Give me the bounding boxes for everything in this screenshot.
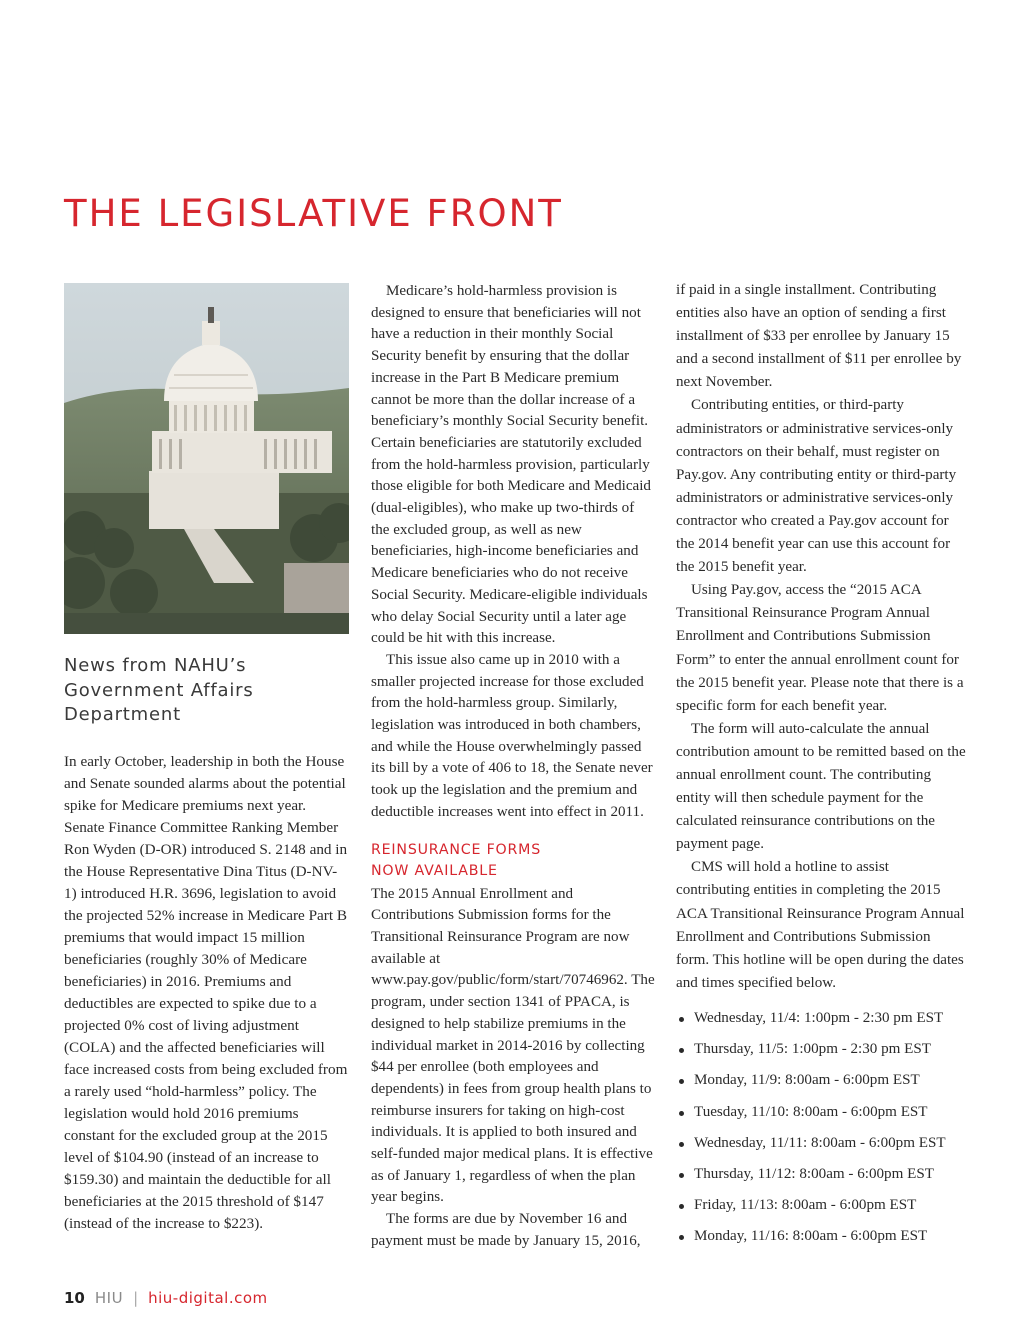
list-item: Thursday, 11/5: 1:00pm - 2:30 pm EST — [676, 1034, 966, 1065]
publication-name: HIU — [94, 1289, 124, 1307]
page-footer — [64, 1289, 268, 1307]
sidebar-heading: News from NAHU’s Government Affairs Department — [64, 655, 254, 725]
auto-calculate-paragraph: The form will auto-calculate the annual contribution amount to be remitted based on the annual enrollment count. The contributing entity will then schedule payment for the calculated reinsurance contributions on the payment page. — [676, 720, 966, 853]
pay-gov-paragraph: Using Pay.gov, access the “2015 ACA Transitional Reinsurance Program Annual Enrollment and Contributions Submission Form” to enter the annual enrollment count for the 2015 benefit year. Please note that there is a specific form for each benefit year. — [676, 582, 964, 714]
right-column — [676, 279, 966, 1253]
list-item: Friday, 11/13: 8:00am - 6:00pm EST — [676, 1190, 966, 1221]
register-paragraph: Contributing entities, or third-party administrators or administrative services-only contractors on their behalf, must register on Pay.gov. Any contributing entity or third-party administrators or administrative services-only contractor who created a Pay.gov account for the 2014 benefit year can use this account for the 2015 benefit year. — [676, 397, 957, 576]
issue-2010-paragraph: This issue also came up in 2010 with a smaller projected increase for those excluded from the hold-harmless group. Similarly, legislation was introduced in both chambers, and while the House overwhelmingly passed its bill by a vote of 406 to 18, the Senate never took up the legislation and the premium and deductible increases went into effect in 2011. — [371, 651, 653, 820]
due-date-paragraph: The forms are due by November 16 and payment must be made by January 15, 2016, — [371, 1211, 641, 1249]
capitol-photo — [64, 283, 349, 634]
list-item: Monday, 11/9: 8:00am - 6:00pm EST — [676, 1065, 966, 1096]
page-number: 10 — [64, 1289, 85, 1307]
list-item: Wednesday, 11/11: 8:00am - 6:00pm EST — [676, 1128, 966, 1159]
page-title: THE LEGISLATIVE FRONT — [64, 192, 563, 235]
list-item: Tuesday, 11/10: 8:00am - 6:00pm EST — [676, 1097, 966, 1128]
hotline-schedule-list — [676, 1003, 966, 1253]
footer-separator: | — [133, 1289, 139, 1307]
installment-paragraph: if paid in a single installment. Contributing entities also have an option of sending a first installment of $33 per enrollee by January 15 and a second installment of $11 per enrollee by next November. — [676, 282, 962, 391]
sidebar-body: In early October, leadership in both the House and Senate sounded alarms about the potential spike for Medicare premiums next year. Senate Finance Committee Ranking Member Ron Wyden (D-OR) introduced S. 2148 and in the House Representative Dina Titus (D-NV-1) introduced H.R. 3696, legislation to avoid the projected 52% increase in Medicare Part B premiums that would impact 15 million beneficiaries (roughly 30% of Medicare beneficiaries) in 2016. Premiums and deductibles are expected to spike due to a projected 0% cost of living adjustment (COLA) and the affected beneficiaries will face increased costs from being excluded from a rarely used “hold-harmless” policy. The legislation would hold 2016 premiums constant for the excluded group at the 2015 level of $104.90 (instead of an increase to $159.30) and maintain the deductible for all beneficiaries at the 2015 threshold of $147 (instead of the increase to $223). — [64, 752, 348, 1232]
website-link[interactable]: hiu-digital.com — [148, 1289, 268, 1307]
reinsurance-section-heading — [371, 840, 656, 882]
list-item: Monday, 11/16: 8:00am - 6:00pm EST — [676, 1221, 966, 1252]
list-item: Thursday, 11/12: 8:00am - 6:00pm EST — [676, 1159, 966, 1190]
section-heading-line-1: REINSURANCE FORMS — [371, 841, 542, 858]
middle-column — [371, 281, 656, 1253]
capitol-illustration — [64, 283, 349, 634]
list-item: Wednesday, 11/4: 1:00pm - 2:30 pm EST — [676, 1003, 966, 1034]
sidebar-column — [64, 283, 349, 1235]
reinsurance-forms-paragraph: The 2015 Annual Enrollment and Contributions Submission forms for the Transitional Reinsurance Program are now available at www.pay.gov/public/form/start/70746962. The program, under section 1341 of PPACA, is designed to help stabilize premiums in the individual market in 2014-2016 by collecting $44 per enrollee (both employees and dependents) in fees from group health plans to reimburse insurers for taking on high-cost individuals. It is applied to both insured and self-funded major medical plans. It is effective as of January 1, regardless of when the plan year begins. — [371, 885, 655, 1206]
section-heading-line-2: NOW AVAILABLE — [371, 862, 498, 879]
hotline-paragraph: CMS will hold a hotline to assist contributing entities in completing the 2015 ACA Transitional Reinsurance Program Annual Enrollment and Contributions Submission form. This hotline will be open during the dates and times specified below. — [676, 859, 965, 991]
hold-harmless-paragraph: Medicare’s hold-harmless provision is designed to ensure that beneficiaries will not have a reduction in their monthly Social Security benefit by ensuring that the dollar increase in the Part B Medicare premium cannot be more than the dollar increase of a beneficiary’s monthly Social Security benefit. Certain beneficiaries are statutorily excluded from the hold-harmless provision, particularly those eligible for both Medicare and Medicaid (dual-eligibles), who make up two-thirds of the excluded group, as well as new beneficiaries, high-income beneficiaries and Medicare beneficiaries who do not receive Social Security. Medicare-eligible individuals who delay Social Security until a later age could be hit with this increase. — [371, 283, 651, 647]
